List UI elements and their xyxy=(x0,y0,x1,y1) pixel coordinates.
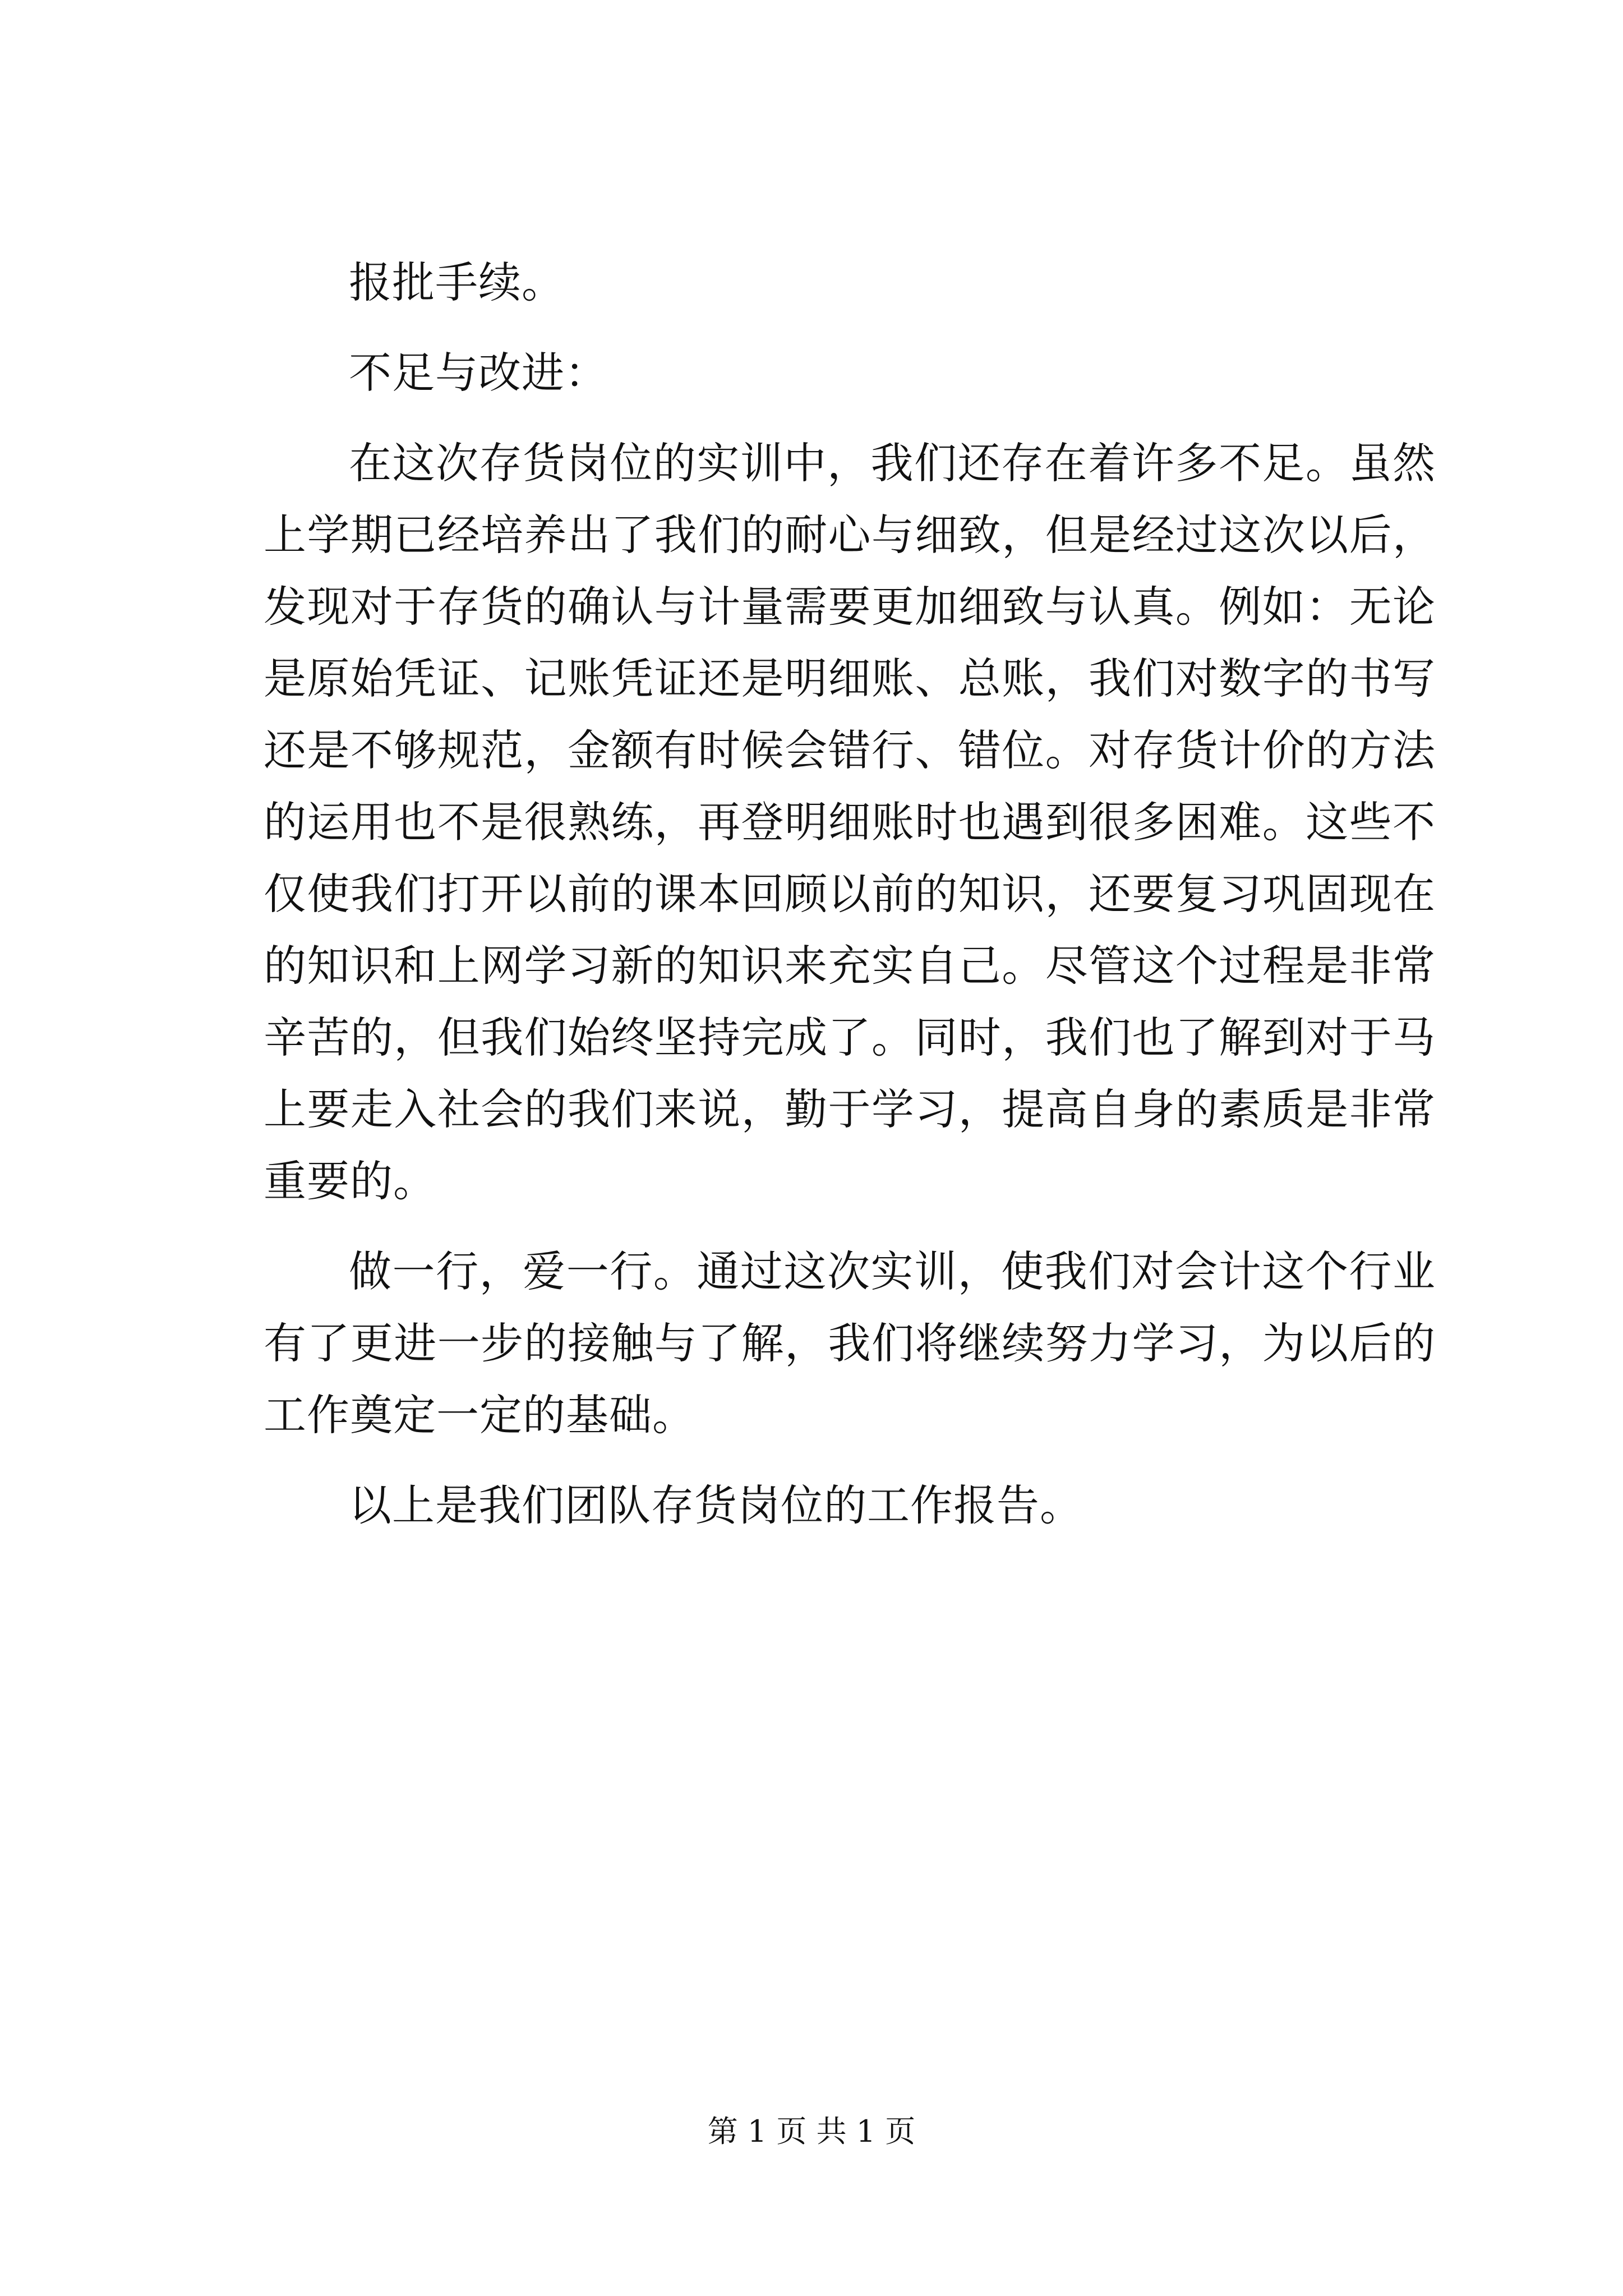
paragraph: 报批手续。 xyxy=(349,257,565,307)
paragraph: 在这次存货岗位的实训中，我们还存在着许多不足。虽然上学期已经培养出了我们的耐心与细致，但是经过这次以后，发现对于存货的确认与计量需要更加细致与认真。例如：无论是原始凭证、记账凭证还是明细账、总账，我们对数字的书写还是不够规范，金额有时候会错行、错位。对存货计价的方法的运用也不是很熟练，再登明细账时也遇到很多困难。这些不仅使我们打开以前的课本回顾以前的知识，还要复习巩固现在的知识和上网学习新的知识来充实自己。尽管这个过程是非常辛苦的，但我们始终坚持完成了。同时，我们也了解到对于马上要走入社会的我们来说，勤于学习，提高自身的素质是非常重要的。 xyxy=(264,438,1436,1206)
document-body xyxy=(264,247,1436,1542)
page-footer: 第 1 页 共 1 页 xyxy=(707,2114,916,2149)
paragraph: 做一行，爱一行。通过这次实训，使我们对会计这个行业有了更进一步的接触与了解，我们将继续努力学习，为以后的工作奠定一定的基础。 xyxy=(264,1246,1436,1440)
section-heading: 不足与改进： xyxy=(349,348,608,398)
paragraph: 以上是我们团队存货岗位的工作报告。 xyxy=(349,1480,1083,1530)
